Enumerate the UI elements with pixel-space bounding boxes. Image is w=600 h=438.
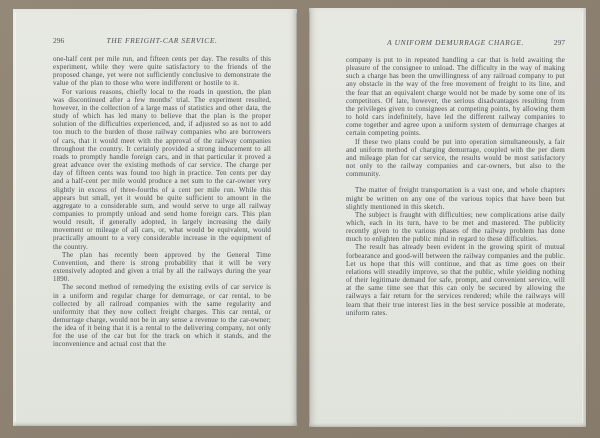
- paragraph: The second method of remedying the existing evils of car service is in a uniform and regular charge for demurrage, or car rental, to be collected by all railroad companies with the same regularity and uniformity that they now collect freight charges. This car rental, or demurrage charge, would not be in any sense a revenue to the car-owner; the idea of it being that it is a rental to the delivering company, not only for the use of the car but for the track on which it stands, and the inconvenience and actual cost that the: [53, 283, 271, 349]
- right-page: [309, 8, 586, 427]
- running-head: THE FREIGHT-CAR SERVICE.: [106, 36, 218, 45]
- paragraph: The plan has recently been approved by the General Time Convention, and there is strong probability that it will be very extensively adopted and given a trial by all the railways during the year 1890.: [53, 250, 271, 284]
- left-page-text: [53, 55, 271, 349]
- running-head: A UNIFORM DEMURRAGE CHARGE.: [387, 38, 524, 47]
- paragraph: If these two plans could be put into operation simultaneously, a fair and uniform method of charging demurrage, coupled with the per diem and mileage plan for car service, the results would be most satisfactory not only to the railway companies and car-owners, but also to the community.: [346, 137, 565, 179]
- paragraph: For various reasons, chiefly local to the roads in question, the plan was discontinued after a few months' trial. The experiment resulted, however, in the collection of a large mass of statistics and other data, the study of which has led many to believe that the plan is the proper solution of the difficulties experienced, and, if adjusted so as not to add too much to the burden of those railway companies who are borrowers of cars, that it would meet with the approval of the railway companies throughout the country. It certainly provided a strong inducement to all roads to promptly handle foreign cars, and in that particular it proved a great advance over the existing methods of car service. The charge per day of fifteen cents was found too high in practice. Ten cents per day and a half-cent per mile would produce a net sum to the car-owner very slightly in excess of three-fourths of a cent per mile run. While this appears but small, yet it would be quite sufficient to amount in the aggregate to a considerable sum, and would serve to urge all railway companies to promptly unload and send home foreign cars. This plan would result, if generally adopted, in largely increasing the daily movement or mileage of all cars, or, what would be equivalent, would practically amount to a very considerable increase in the equipment of the country.: [53, 87, 271, 251]
- paragraph: The matter of freight transportation is a vast one, and whole chapters might be written on any one of the various topics that have been but slightly mentioned in this sketch.: [346, 186, 565, 211]
- page-edge: [296, 13, 297, 422]
- page-number: 296: [53, 36, 65, 45]
- paragraph: The result has already been evident in the growing spirit of mutual forbearance and good-will between the railway companies and the public. Let us hope that this will continue, and that as time goes on their relations will steadily improve, so that the public, while yielding nothing of their legitimate demand for safe, prompt, and convenient service, will at the same time see that this can only be secured by allowing the railways a fair return for the services rendered; while the railways will learn that their true interest lies in the best service possible at moderate, uniform rates.: [346, 243, 565, 317]
- paragraph: one-half cent per mile run, and fifteen cents per day. The results of this experiment, while they were quite satisfactory to the friends of the proposed change, yet were not sufficiently conclusive to demonstrate the value of the plan to those who were indifferent or hostile to it.: [53, 55, 271, 88]
- running-head-row: [346, 38, 565, 48]
- running-head-row: [53, 36, 271, 46]
- page-edge: [309, 12, 310, 423]
- paragraph: The subject is fraught with difficulties; new complications arise daily which, each in its turn, have to be met and mastered. The publicity recently given to the various phases of the railway problem has done much to enlighten the public mind in regard to these difficulties.: [346, 210, 565, 244]
- right-page-text: [346, 56, 565, 317]
- left-page: [13, 9, 297, 426]
- page-number: 297: [553, 38, 565, 47]
- page-edge: [15, 13, 16, 422]
- paragraph: company is put to in repeated handling a car that is held awaiting the pleasure of the consignee to unload. The difficulty in the way of making such a charge has been the unwillingness of any railroad company to put any obstacle in the way of the free movement of freight to its line, and the fear that an equivalent charge would not be made by some one of its competitors. Of late, however, the serious disadvantages resulting from the privileges given to consignees at competing points, by allowing them to hold cars indefinitely, have led the different railway companies to come together and agree upon a uniform system of demurrage charges at certain competing points.: [346, 56, 565, 138]
- page-edge: [582, 12, 583, 423]
